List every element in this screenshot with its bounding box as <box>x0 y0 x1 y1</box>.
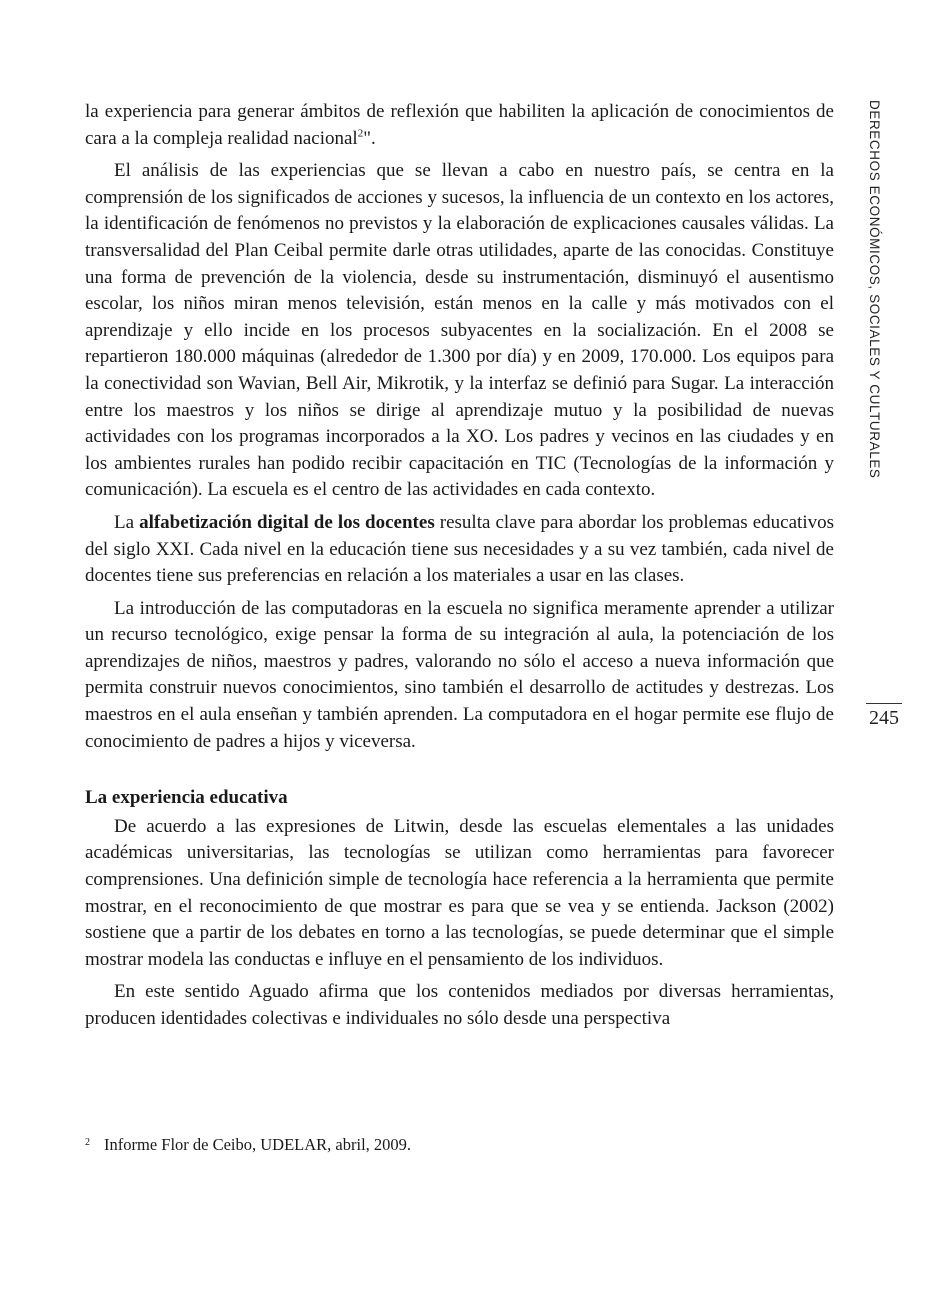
paragraph-continuation <box>85 99 834 152</box>
running-head: DERECHOS ECONÓMICOS, SOCIALES Y CULTURALES <box>867 100 882 479</box>
paragraph-text: resulta clave para abordar los problemas educativos del siglo XXI. Cada nivel en la educación tiene sus necesidades y a su vez también, cada nivel de docentes tiene sus preferencias en relación a los materiales a usar en las clases. <box>85 511 834 587</box>
main-text <box>85 99 834 1039</box>
page-number: 245 <box>869 707 899 729</box>
paragraph-analisis: El análisis de las experiencias que se llevan a cabo en nuestro país, se centra en la comprensión de los significados de acciones y sucesos, la influencia de un contexto en los actores, la identificación de fenómenos no previstos y la elaboración de explicaciones causales válidas. La transversalidad del Plan Ceibal permite darle otras utilidades, aparte de las conocidas. Constituye una forma de prevención de la violencia, desde su instrumentación, disminuyó el ausentismo escolar, los niños miran menos televisión, están menos en la calle y más motivados con el aprendizaje y ello incide en los procesos subyacentes en la socialización. En el 2008 se repartieron 180.000 máquinas (alrededor de 1.300 por día) y en 2009, 170.000. Los equipos para la conectividad son Wavian, Bell Air, Mikrotik, y la interfaz se definió para Sugar. La interacción entre los maestros y los niños se dirige al aprendizaje mutuo y la posibilidad de nuevas actividades con los programas incorporados a la XO. Los padres y vecinos en las ciudades y en los ambientes rurales han podido recibir capacitación en TIC (Tecnologías de la información y comunicación). La escuela es el centro de las actividades en cada contexto. <box>85 160 834 501</box>
page-number-rule <box>866 703 902 704</box>
section-heading: La experiencia educativa <box>85 787 288 809</box>
footnote <box>85 1134 834 1156</box>
paragraph-alfabetizacion <box>85 510 834 590</box>
paragraph-text: la experiencia para generar ámbitos de reflexión que habiliten la aplicación de conocimientos de cara a la compleja realidad nacional <box>85 101 834 149</box>
paragraph-aguado: En este sentido Aguado afirma que los contenidos mediados por diversas herramientas, producen identidades colectivas e individuales no sólo desde una perspectiva <box>85 981 834 1029</box>
paragraph-text: La <box>114 511 140 533</box>
footnote-text: Informe Flor de Ceibo, UDELAR, abril, 2009. <box>104 1135 412 1154</box>
paragraph-introduccion: La introducción de las computadoras en la escuela no significa meramente aprender a utilizar un recurso tecnológico, exige pensar la forma de su integración al aula, la potenciación de los aprendizajes de niños, maestros y padres, valorando no sólo el acceso a nueva información que permita construir nuevos conocimientos, sino también el desarrollo de actitudes y destrezas. Los maestros en el aula enseñan y también aprenden. La computadora en el hogar permite ese flujo de conocimiento de padres a hijos y viceversa. <box>85 597 834 752</box>
footnote-reference: 2 <box>357 127 364 140</box>
bold-term: alfabetización digital de los docentes <box>139 511 435 533</box>
footnote-mark: 2 <box>85 1137 90 1148</box>
paragraph-text-end: ". <box>363 127 376 149</box>
paragraph-litwin: De acuerdo a las expresiones de Litwin, desde las escuelas elementales a las unidades académicas universitarias, las tecnologías se utilizan como herramientas para favorecer comprensiones. Una definición simple de tecnología hace referencia a la herramienta que permite mostrar, en el reconocimiento de que mostrar es para que se vea y se entienda. Jackson (2002) sostiene que a partir de los debates en torno a las tecnologías, se puede determinar que el simple mostrar modela las conductas e influye en el pensamiento de los individuos. <box>85 815 834 970</box>
